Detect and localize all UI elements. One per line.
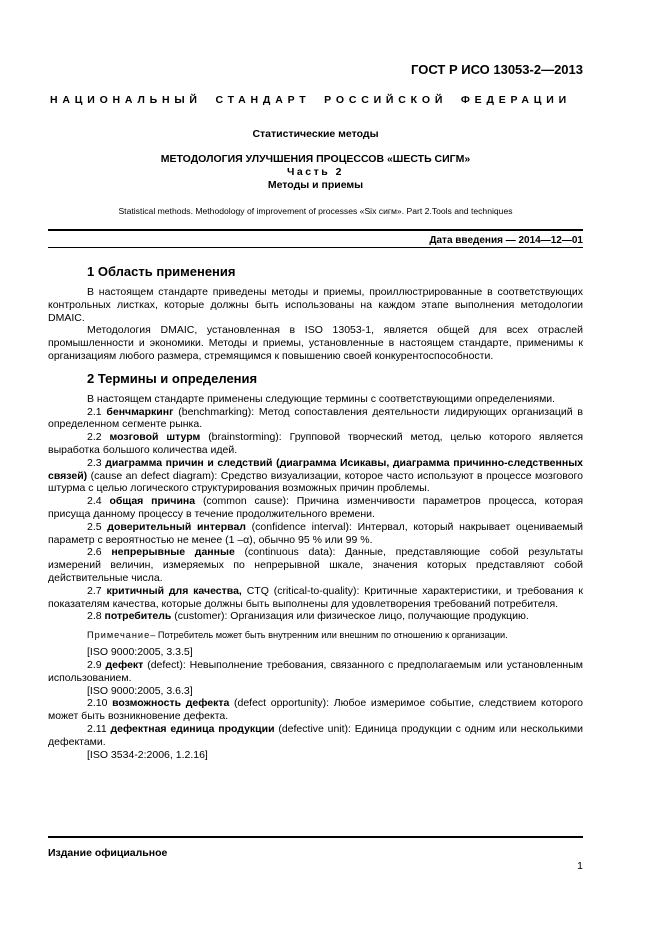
term-number: 2.10 [87,697,108,710]
term-number: 2.8 [87,610,102,623]
term-reference: [ISO 3534-2:2006, 1.2.16] [87,748,208,761]
term-definition: (defect opportunity): Любое измеримое событие, следствием которого может быть возникновение дефекта. [48,697,583,723]
section-heading-scope: 1 Область применения [87,264,236,279]
header-divider-thick [48,229,583,231]
term-number: 2.11 [87,722,107,735]
footer-divider [48,836,583,838]
term-name: мозговой штурм [109,431,201,444]
paragraph: В настоящем стандарте приведены методы и приемы, проиллюстрированные в соответствующих контрольных листках, которые должны быть использованы на каждом этапе выполнения методологии DMAIC. [48,286,583,324]
term-number: 2.1 [87,405,102,418]
term-entry [48,546,583,584]
term-name: диаграмма причин и следствий (диаграмма Исикавы, диаграмма причинно-следственных связей) [48,456,583,482]
section-heading-terms: 2 Термины и определения [87,370,258,386]
term-entry [48,659,583,685]
note-label: Примечание [87,630,151,641]
term-name: общая причина [109,495,196,508]
term-entry [48,431,583,457]
page-number: 1 [577,860,583,872]
term-definition: (confidence interval): Интервал, который накрывает оцениваемый параметр с вероятностью не менее (1 –α), обычно 95 % или 99 %. [48,520,584,546]
term-definition: (continuous data): Данные, представляющие собой результаты измерений величин, измеряемых по непрерывной шкале, значения которых представляют собой действительные числа. [48,546,583,584]
term-number: 2.4 [87,495,102,508]
document-part: Часть 2 [287,166,344,178]
document-title: МЕТОДОЛОГИЯ УЛУЧШЕНИЯ ПРОЦЕССОВ «ШЕСТЬ СИГМ» [160,153,471,165]
term-name: бенчмаркинг [106,405,174,418]
term-definition: (brainstorming): Групповой творческий метод, целью которого является выработка большого количества идей. [48,431,583,456]
term-definition: CTQ (critical-to-quality): Критичные характеристики, и требования к показателям качества, которые должны быть выполнены для удовлетворения требований потребителя. [48,584,584,610]
document-subtitle: Методы и приемы [267,179,364,191]
term-name: непрерывные данные [111,546,235,559]
term-name: дефектная единица продукции [110,722,275,735]
term-number: 2.2 [87,431,102,444]
document-body [48,264,583,761]
term-name: доверительный интервал [107,520,246,533]
term-entry [48,610,583,623]
term-entry [48,697,583,723]
term-name: критичный для качества, [106,584,242,597]
paragraph: Методология DMAIC, установленная в ISO 13053-1, является общей для всех отраслей промышленности и экономики. Методы и приемы, установленные в настоящем стандарте, применимы к организациям любого размера, стремящимся к повышению своей конкурентоспособности. [48,324,583,362]
effective-date: Дата введения — 2014—12—01 [429,235,583,246]
term-definition: (cause an defect diagram): Средство визуализации, которое часто используют в процессе мозгового штурма с целью логического структурирования возможных причин проблемы. [48,469,583,495]
term-entry [48,585,583,611]
term-reference: [ISO 9000:2005, 3.3.5] [87,646,193,659]
english-title: Statistical methods. Methodology of improvement of processes «Six сигм». Part 2.Tools and techniques [118,206,513,216]
term-entry [48,723,583,749]
term-definition: (benchmarking): Метод сопоставления деятельности лидирующих организаций в определенном сегменте рынка. [48,405,584,431]
term-definition: (common cause): Причина изменчивости параметров процесса, которая присуща данному процессу в течение продолжительного времени. [48,495,584,520]
document-number: ГОСТ Р ИСО 13053-2—2013 [411,62,583,77]
note-text: – Потребитель может быть внутренним или внешним по отношению к организации. [150,630,508,641]
term-number: 2.3 [87,456,102,469]
paragraph: В настоящем стандарте применены следующие термины с соответствующими определениями. [87,392,556,405]
term-reference: [ISO 9000:2005, 3.6.3] [87,684,193,697]
series-title: Статистические методы [252,128,379,140]
header-divider-thin [48,247,583,248]
term-name: дефект [105,658,144,671]
edition-label: Издание официальное [48,847,168,859]
term-name: потребитель [104,610,172,623]
national-standard-banner: НАЦИОНАЛЬНЫЙ СТАНДАРТ РОССИЙСКОЙ ФЕДЕРАЦИИ [50,94,571,106]
term-number: 2.9 [87,658,102,671]
term-note [48,629,583,641]
term-definition: (customer): Организация или физическое лицо, получающие продукцию. [174,610,529,623]
term-number: 2.7 [87,584,102,597]
term-entry [48,495,583,521]
term-definition: (defective unit): Единица продукции с одним или несколькими дефектами. [48,722,584,748]
title-block [48,153,583,192]
term-number: 2.6 [87,546,102,559]
term-number: 2.5 [87,520,102,533]
term-definition: (defect): Невыполнение требования, связанного с предполагаемым или установленным использованием. [48,658,583,684]
term-entry [48,406,583,432]
term-entry [48,457,583,495]
term-entry [48,521,583,547]
term-name: возможность дефекта [112,697,230,710]
